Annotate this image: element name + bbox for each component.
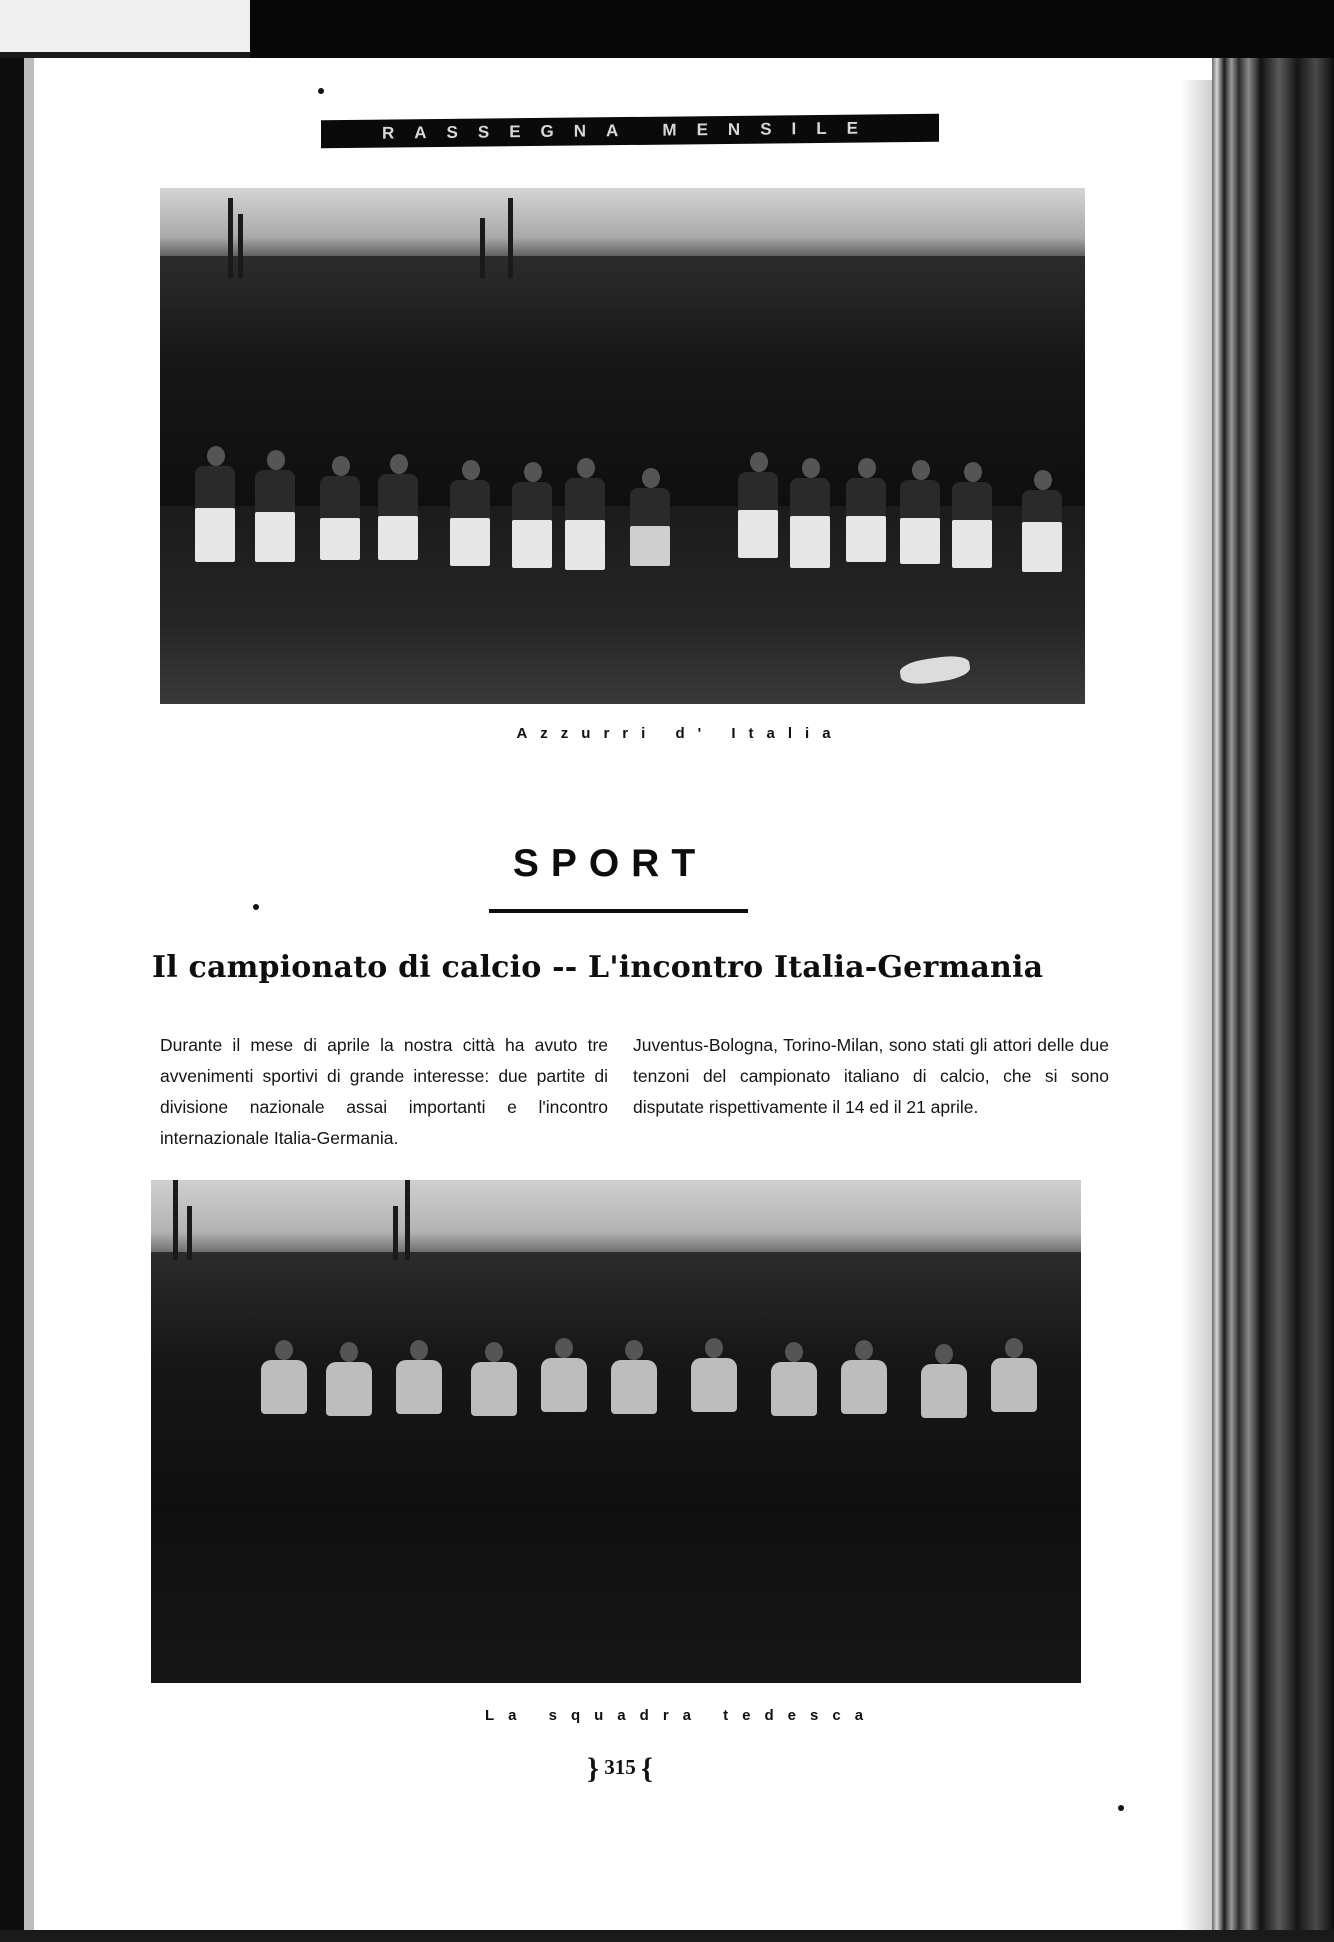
scan-edge-left-inner xyxy=(24,58,34,1942)
scan-edge-left xyxy=(0,58,24,1942)
photo-italian-team xyxy=(160,188,1085,704)
photo-german-team xyxy=(151,1180,1081,1683)
photo-caption-azzurri: Azzurri d' Italia xyxy=(516,725,844,742)
article-column-right: Juventus-Bologna, Torino-Milan, sono stati gli attori delle due tenzoni del campionato italiano di calcio, che si sono disputate rispettivamente il 14 ed il 21 aprile. xyxy=(633,1035,1109,1117)
section-title: SPORT xyxy=(512,842,708,885)
speck xyxy=(253,904,259,910)
page-number-value: 315 xyxy=(604,1755,636,1779)
photo-caption-squadra-tedesca: La squadra tedesca xyxy=(484,1707,878,1724)
page-number xyxy=(560,1752,680,1786)
page-gutter-shadow xyxy=(1180,80,1212,1930)
masthead-title: RASSEGNA MENSILE xyxy=(381,118,878,143)
article-column-left: Durante il mese di aprile la nostra città ha avuto tre avvenimenti sportivi di grande interesse: due partite di divisione nazionale assai importanti e l'incontro internazionale Italia-Germania. xyxy=(160,1035,608,1148)
left-brace-ornament: } xyxy=(587,1752,599,1785)
article-headline: Il campionato di calcio -- L'incontro Italia-Germania xyxy=(152,950,1044,985)
section-title-rule xyxy=(489,909,748,913)
book-page-stack xyxy=(1212,58,1334,1942)
scan-edge-top xyxy=(250,0,1334,58)
right-brace-ornament: { xyxy=(641,1752,653,1785)
speck xyxy=(1118,1805,1124,1811)
scan-edge-bottom xyxy=(0,1930,1334,1942)
scan-edge-top-left xyxy=(0,0,252,52)
speck xyxy=(318,88,324,94)
